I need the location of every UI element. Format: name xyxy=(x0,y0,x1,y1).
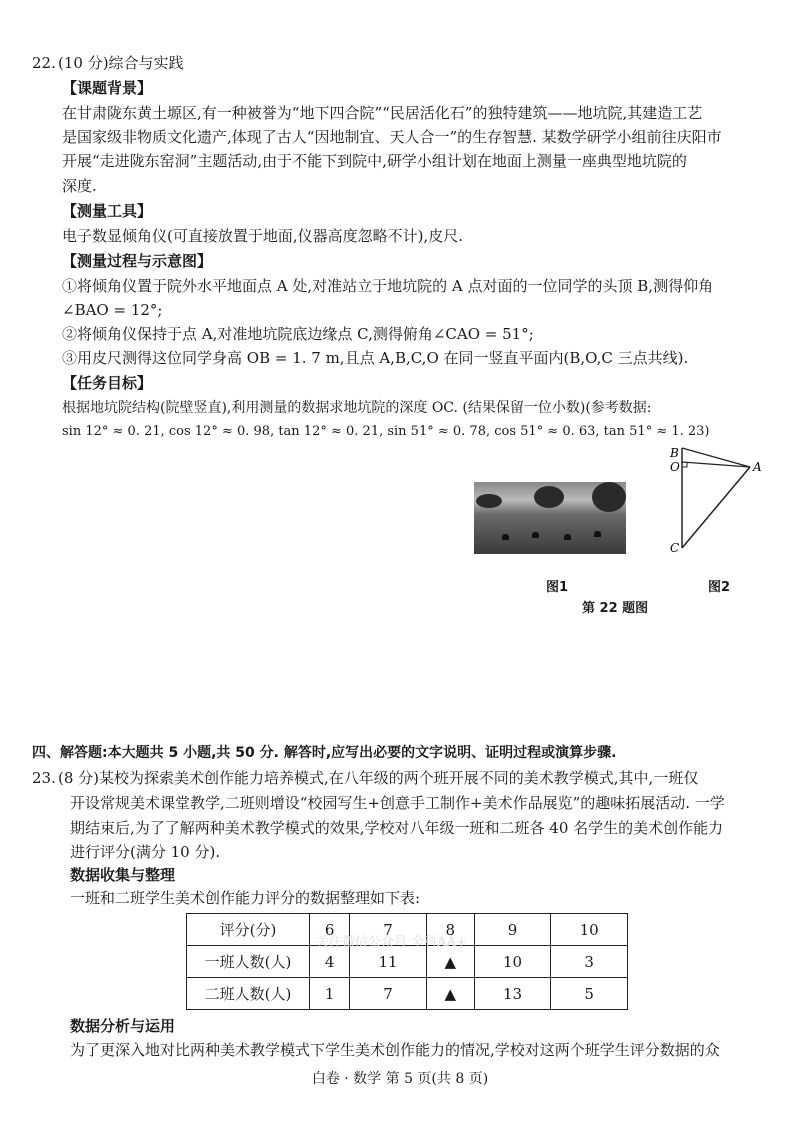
table-cell: 10 xyxy=(551,914,628,946)
q23-analysis-title: 数据分析与运用 xyxy=(70,1017,176,1035)
table-cell: 9 xyxy=(474,914,551,946)
table-cell: 11 xyxy=(350,946,427,978)
q22-header: (10 分)综合与实践 xyxy=(58,54,184,72)
table-cell: 评分(分) xyxy=(187,914,310,946)
watermark: 关注微信公众号 全科AA+ xyxy=(316,935,467,950)
q22-background-line: 开展“走进陇东窑洞”主题活动,由于不能下到院中,研学小组计划在地面上测量一座典型地坑院的 xyxy=(62,152,687,170)
q22-background-line: 在甘肃陇东黄土塬区,有一种被誉为“地下四合院”“民居活化石”的独特建筑——地坑院,其建造工艺 xyxy=(62,104,703,122)
table-cell: 8 xyxy=(426,914,474,946)
q22-tool-text: 电子数显倾角仪(可直接放置于地面,仪器高度忽略不计),皮尺. xyxy=(62,227,464,245)
q22-process-line: ①将倾角仪置于院外水平地面点 A 处,对准站立于地坑院的 A 点对面的一位同学的头顶 B,测得仰角 xyxy=(62,277,714,295)
page-footer: 白卷 · 数学 第 5 页(共 8 页) xyxy=(311,1071,489,1087)
figure-caption: 第 22 题图 xyxy=(582,601,649,616)
q23-text-line: 期结束后,为了了解两种美术教学模式的效果,学校对八年级一班和二班各 40 名学生的美术创作能力 xyxy=(70,819,724,837)
q22-goal-line: 根据地坑院结构(院壁竖直),利用测量的数据求地坑院的深度 OC. (结果保留一位小数)(参考数据: xyxy=(62,400,652,416)
q23-text-line: 开设常规美术课堂教学,二班则增设“校园写生+创意手工制作+美术作品展览”的趣味拓展活动. 一学 xyxy=(70,794,725,812)
q22-process-line: ∠BAO = 12°; xyxy=(62,301,163,319)
q23-text-line: 进行评分(满分 10 分). xyxy=(70,843,221,861)
label-o: O xyxy=(670,460,680,474)
section-title-tools: 【测量工具】 xyxy=(62,202,153,220)
table-cell: 5 xyxy=(551,978,628,1010)
table-cell: 3 xyxy=(551,946,628,978)
q23-table-intro: 一班和二班学生美术创作能力评分的数据整理如下表: xyxy=(70,889,421,907)
q23-number: 23. xyxy=(32,769,56,787)
q22-background-line: 深度. xyxy=(62,177,97,195)
table-cell: 1 xyxy=(310,978,350,1010)
table-cell: 7 xyxy=(350,914,427,946)
label-a: A xyxy=(753,460,762,474)
table-row xyxy=(187,978,628,1010)
q22-number: 22. xyxy=(32,54,56,72)
label-b: B xyxy=(670,446,679,460)
q22-background-line: 是国家级非物质文化遗产,体现了古人“因地制宜、天人合一”的生存智慧. 某数学研学小组前往庆阳市 xyxy=(62,128,722,146)
line-ac xyxy=(682,467,750,548)
table-row xyxy=(187,946,628,978)
table-cell: 10 xyxy=(474,946,551,978)
table-cell: ▲ xyxy=(426,978,474,1010)
score-table xyxy=(186,913,628,1010)
figure1-photo xyxy=(474,482,626,554)
table-cell: 二班人数(人) xyxy=(187,978,310,1010)
figure1-caption: 图1 xyxy=(546,580,569,595)
figure2-diagram xyxy=(660,440,770,560)
table-cell: ▲ xyxy=(426,946,474,978)
section-title-background: 【课题背景】 xyxy=(62,79,153,97)
q23-analysis-text: 为了更深入地对比两种美术教学模式下学生美术创作能力的情况,学校对这两个班学生评分数据的众 xyxy=(70,1041,720,1059)
q23-text-line: (8 分)某校为探索美术创作能力培养模式,在八年级的两个班开展不同的美术教学模式,其中,一班仅 xyxy=(58,769,699,787)
q22-process-line: ②将倾角仪保持于点 A,对准地坑院底边缘点 C,测得俯角∠CAO = 51°; xyxy=(62,325,534,343)
q23-collect-title: 数据收集与整理 xyxy=(70,866,176,884)
section4-heading: 四、解答题:本大题共 5 小题,共 50 分. 解答时,应写出必要的文字说明、证明过程或演算步骤. xyxy=(32,745,617,761)
section-title-process: 【测量过程与示意图】 xyxy=(62,252,213,270)
table-cell: 一班人数(人) xyxy=(187,946,310,978)
q22-process-line: ③用皮尺测得这位同学身高 OB = 1. 7 m,且点 A,B,C,O 在同一竖直平面内(B,O,C 三点共线). xyxy=(62,349,689,367)
table-cell: 7 xyxy=(350,978,427,1010)
label-c: C xyxy=(670,541,680,555)
figure2-caption: 图2 xyxy=(708,580,731,595)
table-cell: 4 xyxy=(310,946,350,978)
section-title-goal: 【任务目标】 xyxy=(62,374,153,392)
table-cell: 13 xyxy=(474,978,551,1010)
q22-goal-line: sin 12° ≈ 0. 21, cos 12° ≈ 0. 98, tan 12° ≈ 0. 21, sin 51° ≈ 0. 78, cos 51° ≈ 0. 63, tan 51° ≈ 1. 23) xyxy=(62,424,710,439)
table-cell: 6 xyxy=(310,914,350,946)
